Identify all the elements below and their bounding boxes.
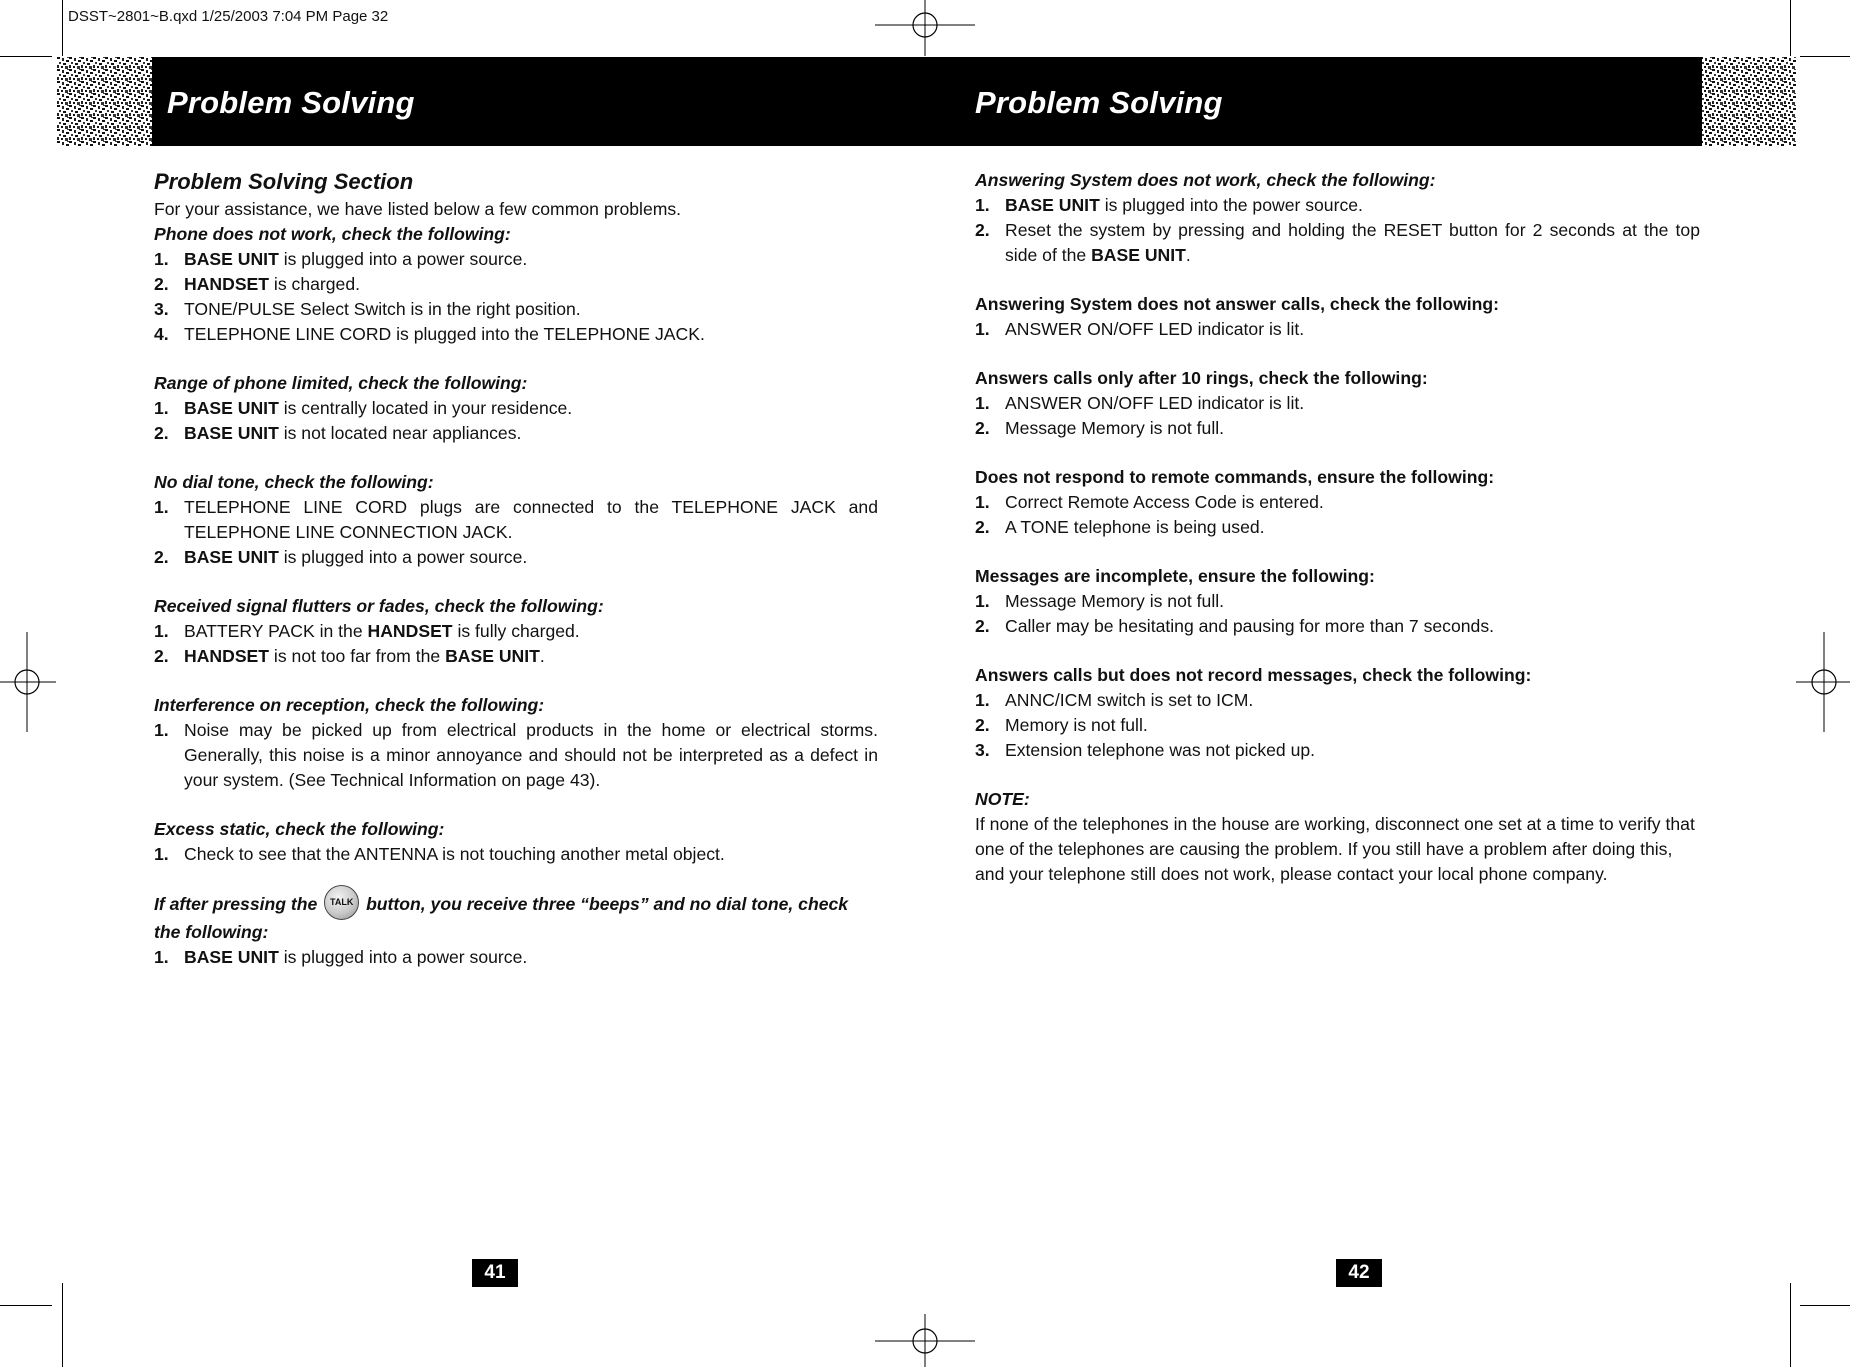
problem-group xyxy=(975,168,1700,268)
crop-mark xyxy=(62,0,63,56)
list-item: 1. ANSWER ON/OFF LED indicator is lit. xyxy=(975,393,1305,413)
header-banner-right xyxy=(922,57,1702,146)
list-item: 2. HANDSET is not too far from the BASE UNIT. xyxy=(154,646,545,666)
group-heading: Does not respond to remote commands, ensure the following: xyxy=(975,467,1495,487)
group-heading: Answers calls only after 10 rings, check the following: xyxy=(975,368,1428,388)
file-slug: DSST~2801~B.qxd 1/25/2003 7:04 PM Page 32 xyxy=(68,8,389,25)
list-item: 1. Correct Remote Access Code is entered. xyxy=(975,492,1324,512)
page-title-right: Problem Solving xyxy=(975,85,1223,120)
registration-mark-top xyxy=(875,0,975,56)
texture-block-left xyxy=(57,57,153,146)
group-heading: Phone does not work, check the following: xyxy=(154,224,511,244)
list-item: 2. Message Memory is not full. xyxy=(975,418,1225,438)
note-group xyxy=(975,787,1700,887)
group-heading: Excess static, check the following: xyxy=(154,819,445,839)
group-heading: Answers calls but does not record messages, check the following: xyxy=(975,665,1532,685)
registration-mark-right xyxy=(1796,632,1850,732)
crop-mark xyxy=(0,1305,52,1306)
list-item: 1. BATTERY PACK in the HANDSET is fully charged. xyxy=(154,621,580,641)
list-item: 1. ANSWER ON/OFF LED indicator is lit. xyxy=(975,319,1305,339)
list-item: 3. Extension telephone was not picked up. xyxy=(975,740,1316,760)
section-title: Problem Solving Section xyxy=(154,169,414,194)
problem-group xyxy=(975,465,1700,540)
problem-group xyxy=(975,564,1700,639)
list-item: 1. BASE UNIT is plugged into the power source. xyxy=(975,195,1363,215)
crop-mark xyxy=(1800,56,1850,57)
problem-group xyxy=(975,292,1700,342)
list-item: 2. HANDSET is charged. xyxy=(154,274,360,294)
group-heading: Interference on reception, check the following: xyxy=(154,695,545,715)
group-heading: Messages are incomplete, ensure the following: xyxy=(975,566,1375,586)
list-item: 2. A TONE telephone is being used. xyxy=(975,517,1265,537)
list-item: 1. Check to see that the ANTENNA is not touching another metal object. xyxy=(154,844,725,864)
list-item: 1. ANNC/ICM switch is set to ICM. xyxy=(975,690,1254,710)
list-item: 4. TELEPHONE LINE CORD is plugged into the TELEPHONE JACK. xyxy=(154,324,705,344)
note-heading: NOTE: xyxy=(975,789,1030,809)
left-page-content xyxy=(154,168,878,970)
list-item: 1. Message Memory is not full. xyxy=(975,591,1225,611)
group-heading: If after pressing the TALK button, you receive three “beeps” and no dial tone, check the following: xyxy=(154,891,878,945)
list-item: 2. Caller may be hesitating and pausing for more than 7 seconds. xyxy=(975,616,1494,636)
crop-mark xyxy=(1790,1283,1791,1367)
problem-group xyxy=(154,222,878,347)
talk-button-icon: TALK xyxy=(324,885,359,920)
list-item: 1. TELEPHONE LINE CORD plugs are connected to the TELEPHONE JACK and TELEPHONE LINE CONNECTION JACK. xyxy=(154,497,878,542)
page-title-left: Problem Solving xyxy=(167,85,415,120)
group-heading: No dial tone, check the following: xyxy=(154,472,434,492)
talk-group xyxy=(154,891,878,970)
list-item: 1. BASE UNIT is centrally located in your residence. xyxy=(154,398,573,418)
intro-text: For your assistance, we have listed below a few common problems. xyxy=(154,199,682,219)
registration-mark-bottom xyxy=(875,1314,975,1367)
list-item: 2. Reset the system by pressing and holding the RESET button for 2 seconds at the top side of the BASE UNIT. xyxy=(975,220,1700,265)
crop-mark xyxy=(1800,1305,1850,1306)
crop-mark xyxy=(62,1283,63,1367)
problem-group xyxy=(154,371,878,446)
list-item: 2. BASE UNIT is not located near appliances. xyxy=(154,423,522,443)
problem-group xyxy=(154,693,878,793)
note-text: If none of the telephones in the house are working, disconnect one set at a time to verify that one of the telephones are causing the problem. If you still have a problem after doing this, and your telephone still does not work, please contact your local phone company. xyxy=(975,814,1695,884)
list-item: 2. BASE UNIT is plugged into a power source. xyxy=(154,547,528,567)
problem-group xyxy=(154,817,878,867)
page-number-left: 41 xyxy=(472,1259,518,1287)
problem-group xyxy=(975,663,1700,763)
crop-mark xyxy=(0,56,52,57)
list-item: 1. BASE UNIT is plugged into a power source. xyxy=(154,947,528,967)
group-heading: Answering System does not work, check the following: xyxy=(975,170,1436,190)
group-heading: Range of phone limited, check the following: xyxy=(154,373,528,393)
list-item: 1. Noise may be picked up from electrical products in the home or electrical storms. Generally, this noise is a minor annoyance and should not be interpreted as a defect in your system. (See Technical Information on page 43). xyxy=(154,720,878,790)
problem-group xyxy=(975,366,1700,441)
list-item: 3. TONE/PULSE Select Switch is in the right position. xyxy=(154,299,581,319)
group-heading: Received signal flutters or fades, check the following: xyxy=(154,596,604,616)
list-item: 1. BASE UNIT is plugged into a power source. xyxy=(154,249,528,269)
header-banner-left xyxy=(152,57,922,146)
problem-group xyxy=(154,594,878,669)
right-page-content xyxy=(975,168,1700,887)
group-heading: Answering System does not answer calls, check the following: xyxy=(975,294,1500,314)
list-item: 2. Memory is not full. xyxy=(975,715,1148,735)
texture-block-right xyxy=(1700,57,1796,146)
problem-group xyxy=(154,470,878,570)
page-number-right: 42 xyxy=(1336,1259,1382,1287)
crop-mark xyxy=(1790,0,1791,56)
registration-mark-left xyxy=(0,632,56,732)
